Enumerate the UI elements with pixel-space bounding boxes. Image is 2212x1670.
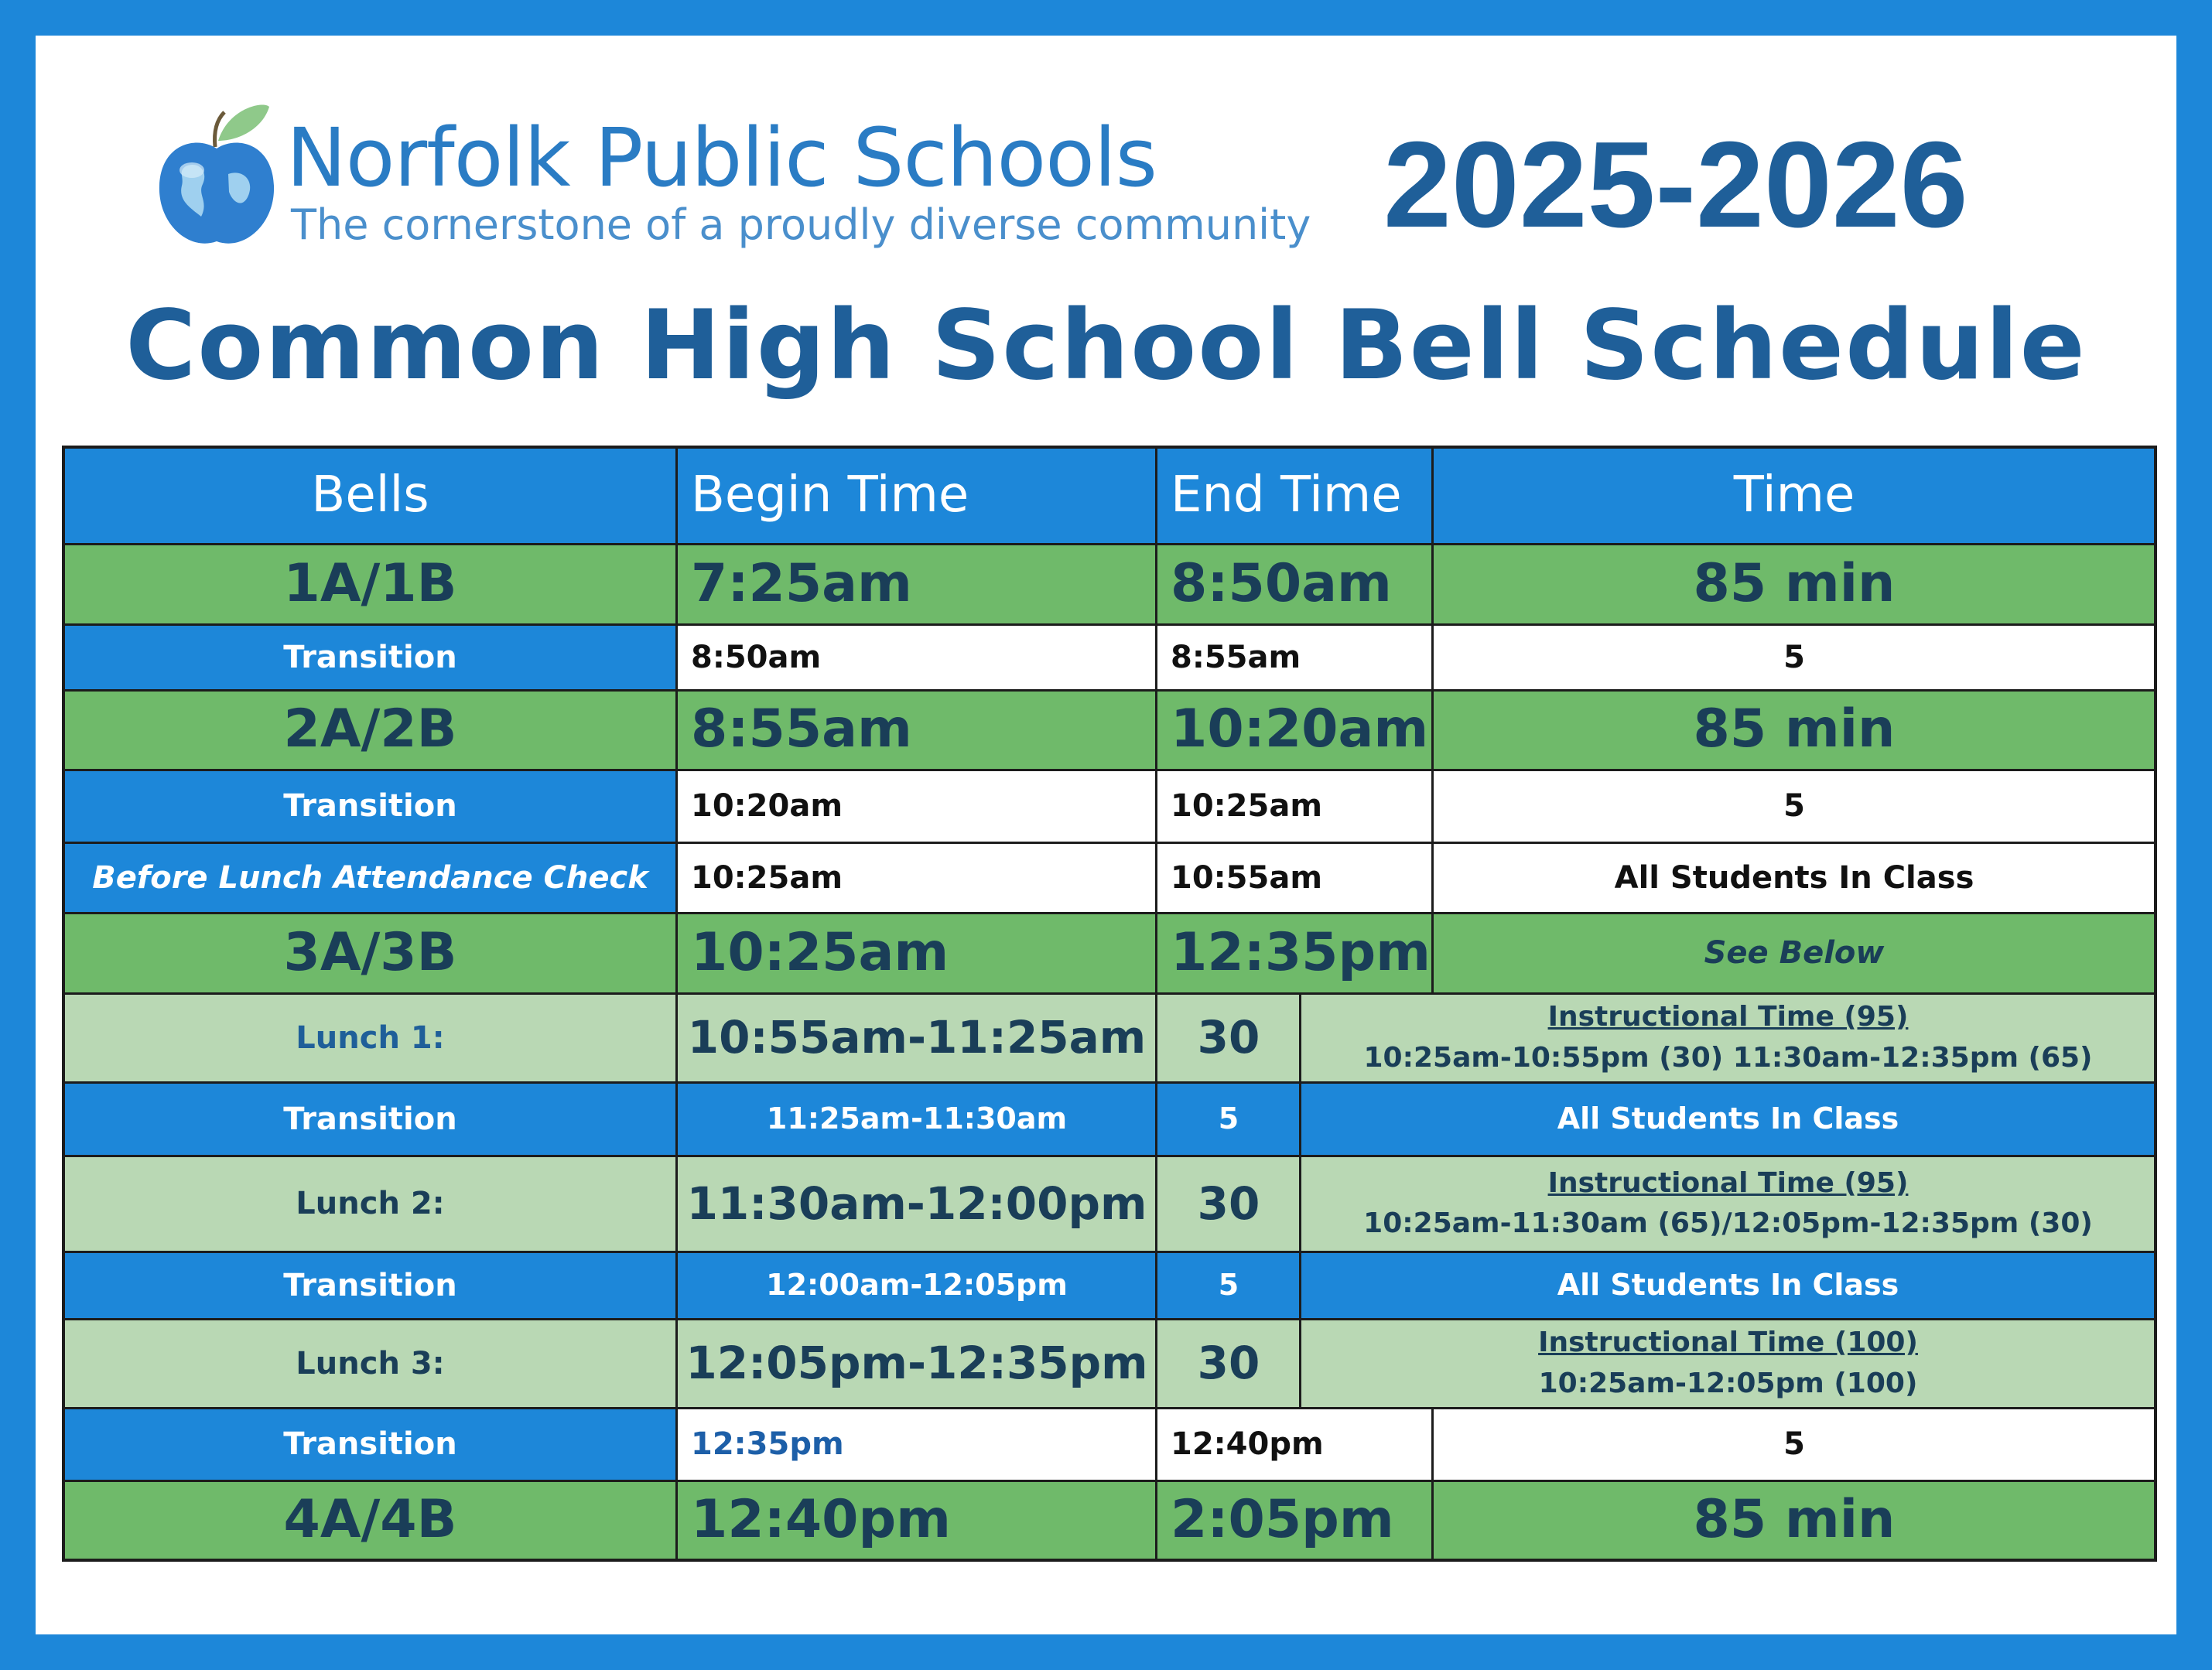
transition-note: All Students In Class	[1301, 1252, 2156, 1319]
header-begin-time: Begin Time	[677, 447, 1157, 544]
row-divider	[62, 623, 2157, 626]
instructional-note	[1301, 993, 2156, 1082]
bell-label: 1A/1B	[63, 544, 677, 624]
end-time: 2:05pm	[1157, 1480, 1433, 1560]
row-divider	[62, 1251, 2157, 1253]
table-border-left	[62, 446, 65, 1562]
bell-label: Transition	[63, 624, 677, 690]
duration: 5	[1433, 624, 2156, 690]
bell-label: 3A/3B	[63, 913, 677, 993]
instructional-note	[1301, 1156, 2156, 1252]
table-border-right	[2154, 446, 2157, 1562]
row-divider	[62, 689, 2157, 692]
end-time: 10:55am	[1157, 842, 1433, 913]
row-divider	[62, 769, 2157, 771]
note-detail: 10:25am-12:05pm (100)	[1538, 1367, 1918, 1399]
bell-label: Before Lunch Attendance Check	[63, 842, 677, 913]
lunch-minutes: 30	[1157, 1156, 1301, 1252]
note-title: Instructional Time (100)	[1538, 1327, 1918, 1359]
row-divider	[62, 992, 2157, 995]
school-year: 2025-2026	[1383, 117, 1968, 253]
end-time: 10:20am	[1157, 690, 1433, 770]
note-detail: 10:25am-10:55pm (30) 11:30am-12:35pm (65)	[1363, 1041, 2093, 1074]
lunch-range: 11:30am-12:00pm	[677, 1156, 1157, 1252]
row-divider	[62, 1318, 2157, 1320]
lunch-label: Lunch 2:	[63, 1156, 677, 1252]
transition-minutes: 5	[1157, 1082, 1301, 1156]
transition-minutes: 5	[1157, 1252, 1301, 1319]
duration: 85 min	[1433, 690, 2156, 770]
note-detail: 10:25am-11:30am (65)/12:05pm-12:35pm (30)	[1363, 1207, 2093, 1239]
duration: All Students In Class	[1433, 842, 2156, 913]
begin-time: 12:40pm	[677, 1480, 1157, 1560]
brand-tagline: The cornerstone of a proudly diverse community	[291, 200, 1311, 249]
row-divider	[62, 1155, 2157, 1157]
begin-time: 8:50am	[677, 624, 1157, 690]
row-divider	[62, 1081, 2157, 1084]
instructional-note	[1301, 1319, 2156, 1408]
bell-label: Transition	[63, 1408, 677, 1480]
note-title: Instructional Time (95)	[1547, 1001, 1909, 1033]
header-bells: Bells	[63, 447, 677, 544]
end-time: 12:40pm	[1157, 1408, 1433, 1480]
transition-range: 12:00am-12:05pm	[677, 1252, 1157, 1319]
row-divider	[62, 543, 2157, 545]
lunch-range: 10:55am-11:25am	[677, 993, 1157, 1082]
col-divider	[1155, 446, 1157, 1562]
lunch-label: Lunch 1:	[63, 993, 677, 1082]
bell-label: Transition	[63, 1082, 677, 1156]
header-end-time: End Time	[1157, 447, 1433, 544]
col-divider	[1431, 446, 1434, 993]
row-divider	[62, 1407, 2157, 1409]
table-border-bottom	[62, 1559, 2157, 1562]
bell-label: Transition	[63, 1252, 677, 1319]
col-divider	[675, 446, 678, 1562]
header-time: Time	[1433, 447, 2156, 544]
begin-time: 12:35pm	[677, 1408, 1157, 1480]
lunch-range: 12:05pm-12:35pm	[677, 1319, 1157, 1408]
brand-name: Norfolk Public Schools	[286, 111, 1157, 205]
end-time: 8:50am	[1157, 544, 1433, 624]
end-time: 10:25am	[1157, 770, 1433, 842]
duration: 5	[1433, 1408, 2156, 1480]
row-divider	[62, 842, 2157, 844]
duration: 85 min	[1433, 1480, 2156, 1560]
duration: 85 min	[1433, 544, 2156, 624]
duration: See Below	[1433, 913, 2156, 993]
lunch-minutes: 30	[1157, 1319, 1301, 1408]
end-time: 12:35pm	[1157, 913, 1433, 993]
bell-label: Transition	[63, 770, 677, 842]
lunch-minutes: 30	[1157, 993, 1301, 1082]
begin-time: 8:55am	[677, 690, 1157, 770]
transition-note: All Students In Class	[1301, 1082, 2156, 1156]
bell-label: 2A/2B	[63, 690, 677, 770]
begin-time: 10:20am	[677, 770, 1157, 842]
begin-time: 10:25am	[677, 842, 1157, 913]
note-title: Instructional Time (95)	[1547, 1166, 1909, 1199]
begin-time: 7:25am	[677, 544, 1157, 624]
duration: 5	[1433, 770, 2156, 842]
row-divider	[62, 912, 2157, 914]
page-title: Common High School Bell Schedule	[125, 290, 2087, 401]
row-divider	[62, 1480, 2157, 1482]
lunch-label: Lunch 3:	[63, 1319, 677, 1408]
apple-globe-logo	[155, 93, 279, 255]
col-divider	[1431, 1407, 1434, 1562]
transition-range: 11:25am-11:30am	[677, 1082, 1157, 1156]
table-border-top	[62, 446, 2157, 449]
bell-label: 4A/4B	[63, 1480, 677, 1560]
begin-time: 10:25am	[677, 913, 1157, 993]
end-time: 8:55am	[1157, 624, 1433, 690]
col-divider	[1299, 992, 1301, 1409]
